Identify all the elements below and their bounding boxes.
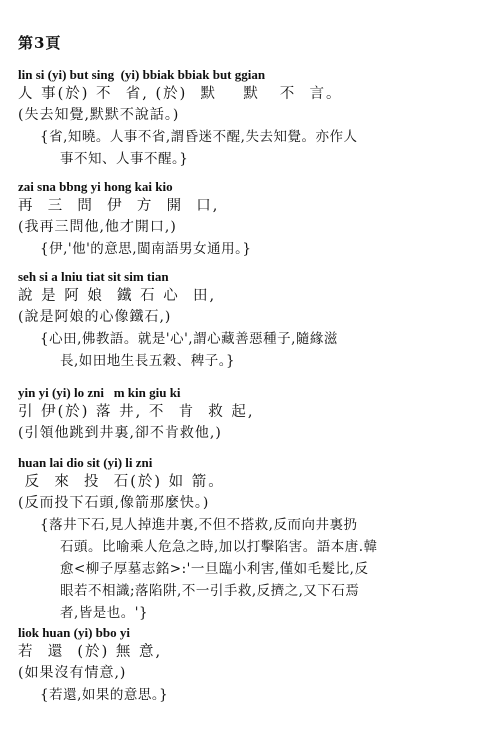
translation-line: (失去知覺,默默不說話。) [18,107,180,123]
note-line: 長,如田地生長五穀、稗子。} [60,353,236,369]
page-header: 第3頁 [18,34,62,52]
translation-line: (如果沒有情意,) [18,665,127,681]
verse-entry [18,268,488,372]
note-line: 者,皆是也。'} [60,605,149,621]
verse-entry [18,384,488,444]
romanization-line: zai sna bbng yi hong kai kio [18,179,173,194]
romanization-line: lin si (yi) but sing (yi) bbiak bbiak but ggian [18,67,266,82]
romanization-line: seh si a lniu tiat sit sim tian [18,269,169,284]
verse-entry [18,66,488,170]
hanzi-line: 說 是 阿 娘 鐵 石 心 田, [18,288,217,304]
note-line: 愈<柳子厚墓志銘>:'一旦臨小利害,僅如毛髮比,反 [60,561,369,577]
note-line: {若還,如果的意思。} [40,687,169,703]
translation-line: (反而投下石頭,像箭那麼快。) [18,495,210,511]
translation-line: (說是阿娘的心像鐵石,) [18,309,172,325]
hanzi-line: 再 三 問 伊 方 開 口, [18,198,220,214]
translation-line: (引領他跳到井裏,卻不肯救他,) [18,425,222,441]
note-line: {心田,佛教語。就是'心',謂心藏善惡種子,隨緣滋 [40,331,338,347]
annotation-note [40,684,488,706]
romanization-line: liok huan (yi) bbo yi [18,625,130,640]
note-line: 事不知、人事不醒。} [60,151,189,167]
romanization-line: yin yi (yi) lo zni m kin giu ki [18,385,181,400]
annotation-note [40,238,488,260]
note-line: 眼若不相識;落陷阱,不一引手救,反擠之,又下石焉 [60,583,360,599]
hanzi-line: 人 事(於) 不 省, (於) 默 默 不 言。 [18,86,343,102]
romanization-line: huan lai dio sit (yi) li zni [18,455,153,470]
verse-entry [18,454,488,624]
verse-entry [18,624,488,706]
hanzi-line: 反 來 投 石(於) 如 箭。 [18,474,225,490]
verse-entry [18,178,488,260]
hanzi-line: 若 還 (於) 無 意, [18,644,163,660]
annotation-note [40,328,488,372]
hanzi-line: 引 伊(於) 落 井, 不 肯 救 起, [18,404,255,420]
annotation-note [40,514,488,624]
note-line: {伊,'他'的意思,閩南語男女通用。} [40,241,252,257]
note-line: 石頭。比喻乘人危急之時,加以打擊陷害。語本唐.韓 [60,539,378,555]
translation-line: (我再三問他,他才開口,) [18,219,177,235]
annotation-note [40,126,488,170]
note-line: {落井下石,見人掉進井裏,不但不搭救,反而向井裏扔 [40,517,358,533]
note-line: {省,知曉。人事不省,謂昏迷不醒,失去知覺。亦作人 [40,129,358,145]
